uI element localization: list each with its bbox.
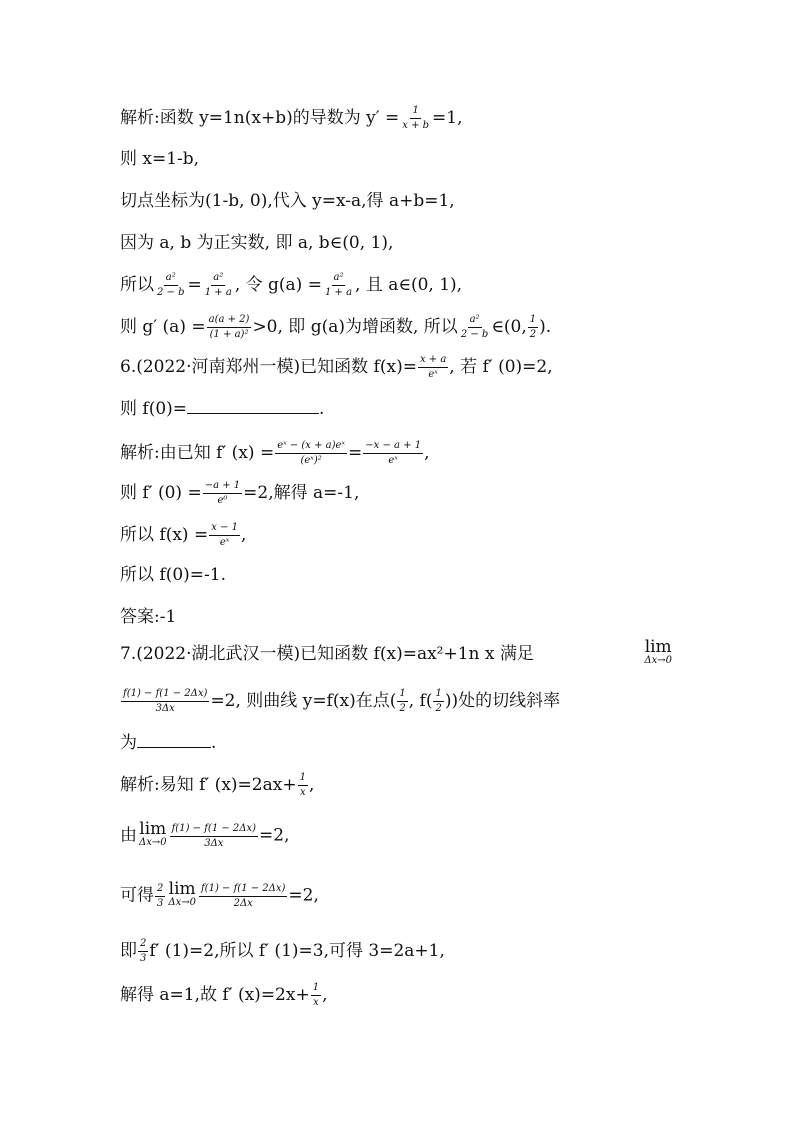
fraction: $\frac{\text{a²}}{2 - b}$ bbox=[460, 314, 489, 340]
line-x-value: 则 x=1-b, bbox=[120, 149, 200, 169]
line-f-derivative: 解析:由已知 f′ (x) = $\frac{\text{eˣ − (x + a)eˣ}}{\text{(eˣ)²}}$ = $\frac{-x - a + 1}{\text{eˣ}}$ , bbox=[120, 440, 430, 466]
line-limit-given: 由 lim Δx→0 $\frac{f(1) - f(1 - 2\Delta x)}{3\Delta x}$ =2, bbox=[120, 819, 290, 849]
limit-operator: lim Δx→0 bbox=[139, 819, 167, 848]
fraction: $\frac{-x - a + 1}{\text{eˣ}}$ bbox=[365, 440, 422, 466]
line-g-definition: 所以 $\frac{\text{a²}}{2 - b}$ = $\frac{\text{a²}}{1 + a}$ , 令 g(a) = $\frac{\text{a²}}{1 + a}$ , 且 a∈(0, 1), bbox=[120, 272, 463, 298]
line-positive-reals: 因为 a, b 为正实数, 即 a, b∈(0, 1), bbox=[120, 233, 394, 253]
fraction: $\frac{1}{x}$ bbox=[312, 982, 320, 1008]
answer-blank bbox=[137, 746, 211, 748]
fraction: $\frac{\text{a²}}{2 - b}$ bbox=[157, 272, 185, 298]
fraction: $\frac{1}{2}$ bbox=[529, 314, 537, 340]
fraction: $\frac{x - 1}{\text{eˣ}}$ bbox=[211, 522, 238, 548]
fraction: $\frac{1}{x + b}$ bbox=[402, 105, 430, 131]
problem-7-blank-line: 为 . bbox=[120, 733, 217, 753]
fraction: $\frac{1}{2}$ bbox=[435, 688, 442, 714]
fraction: $\frac{-a + 1}{\text{e⁰}}$ bbox=[204, 480, 241, 506]
fraction: $\frac{1}{2}$ bbox=[399, 688, 406, 714]
line-tangent-point: 切点坐标为(1-b, 0),代入 y=x-a,得 a+b=1, bbox=[120, 191, 455, 211]
problem-7-statement: 7.(2022·湖北武汉一模)已知函数 f(x)=ax²+1n x 满足 lim Δx→0 bbox=[120, 637, 672, 666]
fraction: $\frac{f(1) - f(1 - 2\Delta x)}{3\Delta x}$ bbox=[123, 688, 208, 714]
line-g-derivative: 则 g′ (a) = $\frac{a(a + 2)}{\text{(1 + a)²}}$ >0, 即 g(a)为增函数, 所以 $\frac{\text{a²}}{2 - b}$ ∈(0, $\frac{1}{2}$ ). bbox=[120, 314, 552, 340]
answer-blank bbox=[187, 412, 319, 414]
fraction: $\frac{a(a + 2)}{\text{(1 + a)²}}$ bbox=[208, 314, 250, 340]
fraction: $\frac{2}{3}$ bbox=[157, 882, 164, 909]
fraction: $\frac{f(1) - f(1 - 2\Delta x)}{2\Delta x}$ bbox=[200, 882, 286, 909]
line-limit-rewritten: 可得 $\frac{2}{3}$ lim Δx→0 $\frac{f(1) - f(1 - 2\Delta x)}{2\Delta x}$ =2, bbox=[120, 879, 319, 909]
problem-7-condition: $\frac{f(1) - f(1 - 2\Delta x)}{3\Delta x}$ =2, 则曲线 y=f(x)在点( $\frac{1}{2}$ , f( $\frac{1}{2}$ ))处的切线斜率 bbox=[123, 688, 561, 714]
line-solve-a: 则 f′ (0) = $\frac{-a + 1}{\text{e⁰}}$ =2,解得 a=-1, bbox=[120, 480, 360, 506]
fraction: $\frac{\text{a²}}{1 + a}$ bbox=[204, 272, 232, 298]
line-fprime-general: 解析:易知 f′ (x)=2ax+ $\frac{1}{x}$ , bbox=[120, 772, 315, 798]
fraction: $\frac{1}{x}$ bbox=[299, 772, 306, 798]
fraction: $\frac{\text{eˣ − (x + a)eˣ}}{\text{(eˣ)²}}$ bbox=[277, 440, 345, 466]
fraction: $\frac{f(1) - f(1 - 2\Delta x)}{3\Delta x}$ bbox=[171, 822, 257, 849]
line-f0-result: 所以 f(0)=-1. bbox=[120, 565, 226, 585]
line-fprime-1: 即 $\frac{2}{3}$ f′ (1)=2,所以 f′ (1)=3,可得 3=2a+1, bbox=[120, 938, 445, 964]
fraction: $\frac{x + a}{\text{eˣ}}$ bbox=[419, 354, 447, 380]
limit-operator: lim Δx→0 bbox=[168, 879, 196, 908]
answer-6: 答案:-1 bbox=[120, 607, 177, 627]
limit-operator: lim Δx→0 bbox=[644, 637, 672, 666]
line-f-expression: 所以 f(x) = $\frac{x - 1}{\text{eˣ}}$ , bbox=[120, 522, 247, 548]
fraction: $\frac{\text{a²}}{1 + a}$ bbox=[324, 272, 353, 298]
problem-6-blank-line: 则 f(0)= . bbox=[120, 399, 325, 419]
problem-6-statement: 6.(2022·河南郑州一模)已知函数 f(x)= $\frac{x + a}{\text{eˣ}}$ , 若 f′ (0)=2, bbox=[120, 354, 553, 380]
fraction: $\frac{2}{3}$ bbox=[140, 938, 147, 964]
line-derivative: 解析:函数 y=1n(x+b)的导数为 y′ = $\frac{1}{x + b}$ =1, bbox=[120, 105, 463, 131]
line-solve-a-7: 解得 a=1,故 f′ (x)=2x+ $\frac{1}{x}$ , bbox=[120, 982, 328, 1008]
